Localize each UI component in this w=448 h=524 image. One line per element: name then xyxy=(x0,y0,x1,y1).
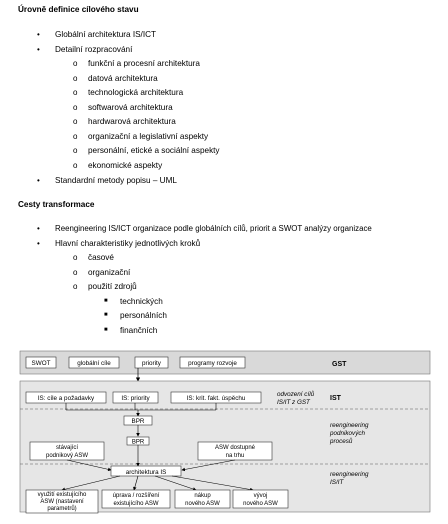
list-item: Hlavní charakteristiky jednotlivých kroků xyxy=(55,239,201,248)
current-asw-label: stávající xyxy=(55,445,79,451)
bullet-circle: o xyxy=(73,59,78,68)
bullet-circle: o xyxy=(73,88,78,97)
option-label: parametrů) xyxy=(47,506,77,512)
bullet-circle: o xyxy=(73,132,78,141)
list-item: Globální architektura IS/ICT xyxy=(55,30,157,39)
bullet-circle: o xyxy=(73,103,78,112)
isit-note: IS/IT xyxy=(330,479,344,486)
bullet-circle: o xyxy=(73,117,78,126)
gst-box-label: programy rozvoje xyxy=(188,360,237,367)
option-label: nového ASW xyxy=(185,501,220,507)
list-item: personální, etické a sociální aspekty xyxy=(88,146,220,155)
section-heading-transformation: Cesty transformace xyxy=(18,200,95,209)
ist-box-label: IS: krit. fakt. úspěchu xyxy=(186,395,246,402)
list-item: organizační xyxy=(88,268,131,277)
list-item: technologická architektura xyxy=(88,88,184,97)
ist-box-label: IS: priority xyxy=(121,395,150,402)
gst-label: GST xyxy=(332,361,347,368)
bpr-note: reengineering xyxy=(330,422,369,429)
option-label: nového ASW xyxy=(243,501,278,507)
list-item: softwarová architektura xyxy=(88,103,173,112)
bpr-box-label: BPR xyxy=(131,418,145,425)
list-item: organizační a legislativní aspekty xyxy=(88,132,209,141)
bpr-small-label: BPR xyxy=(131,439,145,446)
list-item: ekonomické aspekty xyxy=(88,161,163,170)
bullet-dot: • xyxy=(37,30,40,39)
section-heading-target-state: Úrovně definice cílového stavu xyxy=(18,5,139,14)
bullet-circle: o xyxy=(73,282,78,291)
bullet-circle: o xyxy=(73,253,78,262)
bpr-note: podnikových xyxy=(330,430,366,437)
bullet-circle: o xyxy=(73,146,78,155)
bullet-dot: • xyxy=(37,45,40,54)
bullet-dot: • xyxy=(37,239,40,248)
option-label: existujícího ASW xyxy=(113,501,159,507)
current-asw-label: podnikový ASW xyxy=(45,453,89,459)
gst-box-label: globální cíle xyxy=(77,360,111,367)
option-label: vývoj xyxy=(253,493,268,499)
gst-box-label: SWOT xyxy=(31,360,51,367)
list-item: Standardní metody popisu – UML xyxy=(55,176,177,185)
ist-note: IS/IT z GST xyxy=(277,399,310,406)
option-label: nákup xyxy=(194,493,211,499)
gst-box-label: priority xyxy=(142,360,161,367)
bullet-circle: o xyxy=(73,161,78,170)
ist-label: IST xyxy=(330,395,341,402)
list-item: použití zdrojů xyxy=(88,282,137,291)
bullet-dot: • xyxy=(37,176,40,185)
bullet-square: ■ xyxy=(104,298,108,304)
list-item: personálních xyxy=(120,311,167,320)
list-item: technických xyxy=(120,297,163,306)
list-item: Detailní rozpracování xyxy=(55,45,133,54)
architecture-label: architektura IS xyxy=(125,469,167,476)
option-label: využití existujícího xyxy=(37,492,87,498)
option-label: úprava / rozšíření xyxy=(112,493,160,499)
isit-note: reengineering xyxy=(330,471,369,478)
list-item: časové xyxy=(88,253,114,262)
list-item: finančních xyxy=(120,326,158,335)
bpr-note: procesů xyxy=(330,438,353,445)
bullet-circle: o xyxy=(73,74,78,83)
bullet-square: ■ xyxy=(104,312,108,318)
list-item: hardwarová architektura xyxy=(88,117,176,126)
bullet-circle: o xyxy=(73,268,78,277)
bullet-dot: • xyxy=(37,224,40,233)
ist-note: odvození cílů xyxy=(277,391,315,398)
bullet-square: ■ xyxy=(104,327,108,333)
market-asw-label: na trhu xyxy=(225,453,245,459)
option-label: ASW (nastavení xyxy=(40,499,84,505)
ist-box-label: IS: cíle a požadavky xyxy=(37,395,95,402)
list-item: Reengineering IS/ICT organizace podle globálních cílů, priorit a SWOT analýzy organizace xyxy=(55,224,372,233)
list-item: funkční a procesní architektura xyxy=(88,59,200,68)
market-asw-label: ASW dostupné xyxy=(214,445,256,451)
list-item: datová architektura xyxy=(88,74,158,83)
